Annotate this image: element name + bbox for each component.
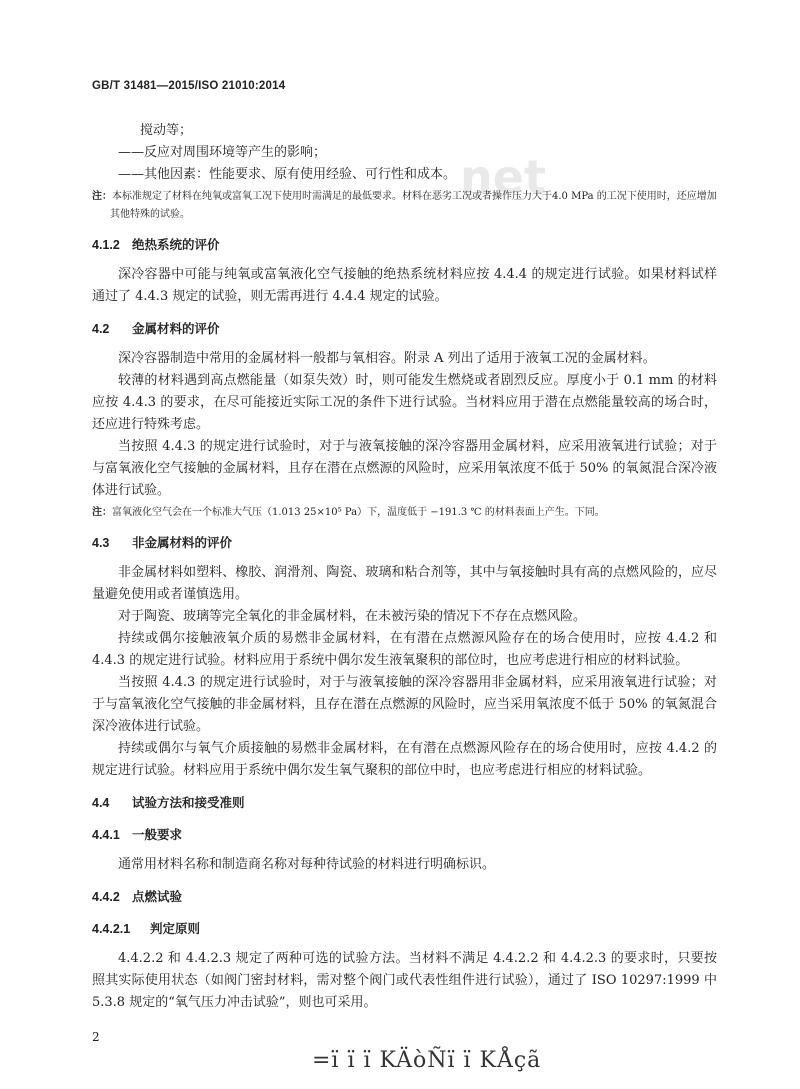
page-number: 2 bbox=[92, 1030, 100, 1044]
standard-header: GB/T 31481—2015/ISO 21010:2014 bbox=[92, 80, 286, 92]
paragraph: 当按照 4.4.3 的规定进行试验时，对于与液氧接触的深冷容器用非金属材料，应采用液氧进行试验；对于与富氧液化空气接触的非金属材料，且存在潜在点燃源的风险时，应当采用氧浓度不低于 50% 的氧氮混合深冷液体进行试验。 bbox=[92, 675, 717, 734]
section-number: 4.1.2 bbox=[92, 238, 120, 252]
section-heading-4-4-2-1 bbox=[92, 918, 717, 940]
section-number: 4.4.2.1 bbox=[92, 922, 131, 936]
note-text: 富氧液化空气会在一个标准大气压（1.013 25×10⁵ Pa）下，温度低于 −191.3 ℃ 的材料表面上产生。下同。 bbox=[112, 507, 605, 518]
list-item: ——反应对周围环境等产生的影响； bbox=[118, 145, 327, 160]
paragraph: 4.4.2.2 和 4.4.2.3 规定了两种可选的试验方法。当材料不满足 4.4.2.2 和 4.4.2.3 的要求时，只要按照其实际使用状态（如阀门密封材料，需对整个阀门或代表性组件进行试验），通过了 ISO 10297:1999 中 5.3.8 规定的“氧气压力冲击试验”，则也可采用。 bbox=[92, 951, 717, 1010]
watermark: net bbox=[460, 150, 546, 204]
section-number: 4.2 bbox=[92, 322, 110, 336]
section-heading-4-4 bbox=[92, 792, 717, 814]
section-heading-4-3 bbox=[92, 532, 717, 554]
section-title: 点燃试验 bbox=[132, 889, 183, 904]
list-item: ——其他因素：性能要求、原有使用经验、可行性和成本。 bbox=[118, 167, 457, 182]
section-number: 4.4 bbox=[92, 796, 110, 810]
note bbox=[92, 504, 717, 522]
section-number: 4.3 bbox=[92, 536, 110, 550]
section-heading-4-1-2 bbox=[92, 234, 717, 256]
note-text: 本标准规定了材料在纯氧或富氧工况下使用时需满足的最低要求。材料在恶劣工况或者操作压力大于4.0 MPa 的工况下使用时，还应增加其他特殊的试验。 bbox=[110, 191, 717, 220]
section-heading-4-2 bbox=[92, 318, 717, 340]
section-number: 4.4.2 bbox=[92, 890, 120, 904]
paragraph: 深冷容器制造中常用的金属材料一般都与氧相容。附录 A 列出了适用于液氧工况的金属材料。 bbox=[118, 351, 656, 366]
paragraph: 非金属材料如塑料、橡胶、润滑剂、陶瓷、玻璃和粘合剂等，其中与氧接触时具有高的点燃风险的，应尽量避免使用或者谨慎选用。 bbox=[92, 565, 717, 602]
section-title: 判定原则 bbox=[150, 921, 201, 936]
paragraph: 持续或偶尔与氧气介质接触的易燃非金属材料，在有潜在点燃源风险存在的场合使用时，应按 4.4.2 的规定进行试验。材料应用于系统中偶尔发生氧气聚积的部位中时，也应考虑进行相应的材料试验。 bbox=[92, 741, 717, 778]
paragraph: 持续或偶尔接触液氧介质的易燃非金属材料，在有潜在点燃源风险存在的场合使用时，应按 4.4.2 和 4.4.3 的规定进行试验。材料应用于系统中偶尔发生液氧聚积的部位时，也应考虑进行相应的材料试验。 bbox=[92, 631, 717, 668]
footer-mark: =ï ï ï KÄòÑï ï KÅçã bbox=[312, 1048, 542, 1073]
note-label: 注： bbox=[92, 507, 112, 518]
paragraph: 较薄的材料遇到高点燃能量（如泵失效）时，则可能发生燃烧或者剧烈反应。厚度小于 0.1 mm 的材料应按 4.4.3 的要求，在尽可能接近实际工况的条件下进行试验。当材料应用于潜在点燃能量较高的场合时，还应进行特殊考虑。 bbox=[92, 373, 717, 432]
section-heading-4-4-2 bbox=[92, 886, 717, 908]
paragraph: 对于陶瓷、玻璃等完全氧化的非金属材料，在未被污染的情况下不存在点燃风险。 bbox=[118, 609, 587, 624]
section-title: 试验方法和接受准则 bbox=[132, 795, 245, 810]
list-item-continuation: 搅动等； bbox=[140, 123, 193, 138]
paragraph: 深冷容器中可能与纯氧或富氧液化空气接触的绝热系统材料应按 4.4.4 的规定进行试验。如果材料试样通过了 4.4.3 规定的试验，则无需再进行 4.4.4 规定的试验。 bbox=[92, 267, 717, 304]
section-title: 非金属材料的评价 bbox=[132, 535, 233, 550]
paragraph: 通常用材料名称和制造商名称对每种待试验的材料进行明确标识。 bbox=[118, 857, 496, 872]
section-title: 绝热系统的评价 bbox=[132, 237, 220, 252]
note-label: 注： bbox=[92, 191, 112, 202]
section-heading-4-4-1 bbox=[92, 824, 717, 846]
page-content bbox=[92, 120, 717, 1014]
section-number: 4.4.1 bbox=[92, 828, 120, 842]
section-title: 金属材料的评价 bbox=[132, 321, 220, 336]
note bbox=[92, 188, 717, 224]
paragraph: 当按照 4.4.3 的规定进行试验时，对于与液氧接触的深冷容器用金属材料，应采用液氧进行试验；对于与富氧液化空气接触的金属材料，且存在潜在点燃源的风险时，应采用氧浓度不低于 50% 的氧氮混合深冷液体进行试验。 bbox=[92, 439, 717, 498]
section-title: 一般要求 bbox=[132, 827, 183, 842]
